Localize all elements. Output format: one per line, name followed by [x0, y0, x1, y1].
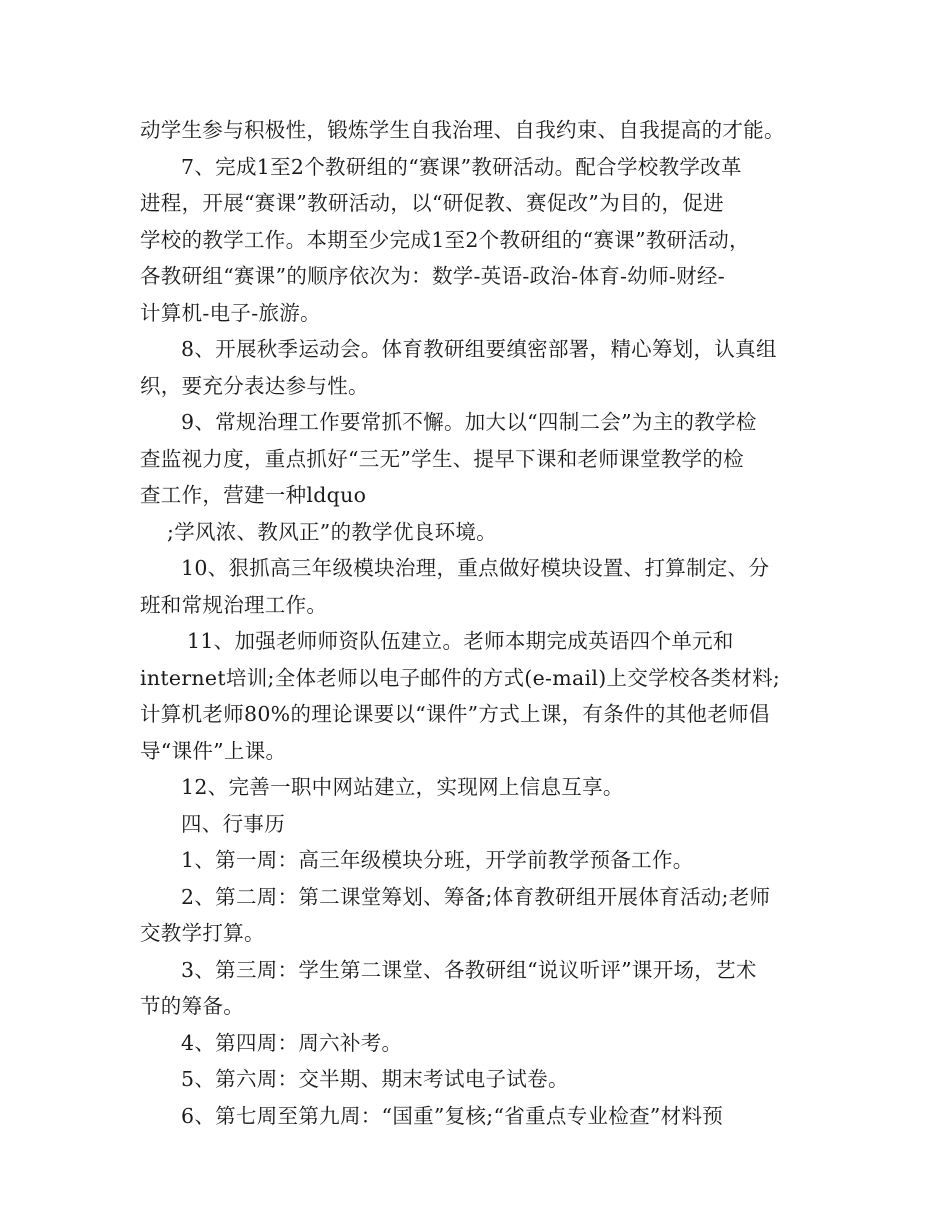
text-line: 计算机-电子-旅游。	[140, 300, 321, 325]
text-line: 节的筹备。	[140, 994, 244, 1018]
section-heading: 四、行事历	[181, 811, 285, 836]
text-line: 计算机老师80%的理论课要以“课件”方式上课，有条件的其他老师倡	[140, 702, 770, 726]
text-line: 2、第二周：第二课堂筹划、筹备;体育教研组开展体育活动;老师	[181, 884, 771, 909]
text-line: 查工作，营建一种ldquo	[140, 483, 367, 507]
text-line: 11、加强老师师资队伍建立。老师本期完成英语四个单元和	[187, 629, 734, 653]
text-line: internet培训;全体老师以电子邮件的方式(e-mail)上交学校各类材料;	[140, 665, 781, 690]
text-line: 各教研组“赛课”的顺序依次为：数学-英语-政治-体育-幼师-财经-	[140, 264, 725, 288]
text-line: 10、狠抓高三年级模块治理，重点做好模块设置、打算制定、分	[181, 556, 770, 580]
text-line: 学校的教学工作。本期至少完成1至2个教研组的“赛课”教研活动，	[140, 227, 750, 252]
text-line: 进程，开展“赛课”教研活动，以“研促教、赛促改”为目的，促进	[140, 191, 724, 215]
text-line: 7、完成1至2个教研组的“赛课”教研活动。配合学校教学改革	[181, 154, 742, 179]
text-line: 9、常规治理工作要常抓不懈。加大以“四制二会”为主的教学检	[181, 410, 757, 434]
text-line: 5、第六周：交半期、期末考试电子试卷。	[181, 1067, 569, 1091]
text-line: 1、第一周：高三年级模块分班，开学前教学预备工作。	[181, 848, 694, 872]
text-line: 动学生参与积极性，锻炼学生自我治理、自我约束、自我提高的才能。	[140, 118, 785, 142]
document-body	[140, 112, 820, 1134]
text-line: 3、第三周：学生第二课堂、各教研组“说议听评”课开场，艺术	[181, 957, 757, 982]
text-line: 6、第七周至第九周：“国重”复核;“省重点专业检查”材料预	[181, 1103, 724, 1128]
text-line: 查监视力度，重点抓好“三无”学生、提早下课和老师课堂教学的检	[140, 446, 744, 471]
text-line: 交教学打算。	[140, 921, 265, 945]
text-line: 导“课件”上课。	[140, 738, 287, 763]
text-line: 4、第四周：周六补考。	[181, 1030, 403, 1055]
text-line: 12、完善一职中网站建立，实现网上信息互享。	[181, 775, 624, 799]
text-line: 织，要充分表达参与性。	[140, 373, 369, 398]
text-line: 8、开展秋季运动会。体育教研组要缜密部署，精心筹划，认真组	[181, 337, 777, 361]
text-line: ;学风浓、教风正”的教学优良环境。	[167, 519, 497, 544]
text-line: 班和常规治理工作。	[140, 592, 328, 617]
